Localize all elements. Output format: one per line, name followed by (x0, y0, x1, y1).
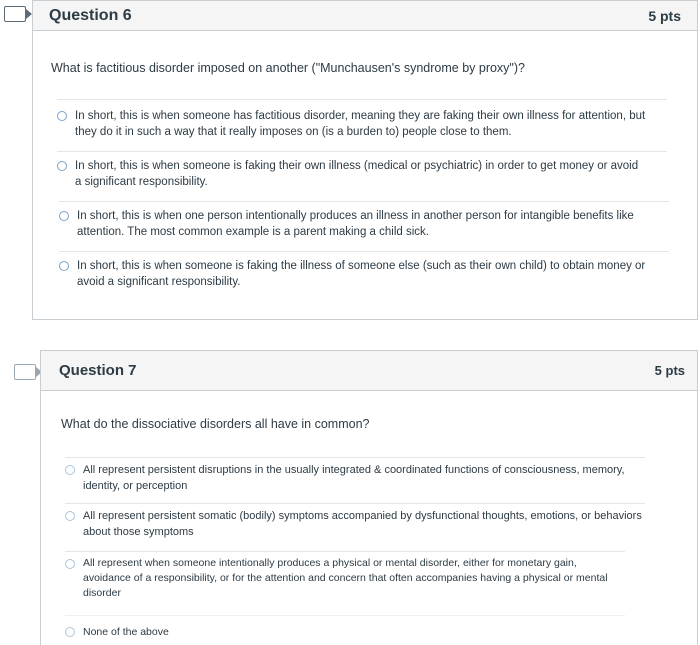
question-6-header (33, 1, 697, 31)
question-7-prompt: What do the dissociative disorders all have in common? (61, 417, 370, 431)
answer-label: All represent when someone intentionally produces a physical or mental disorder, either for monetary gain, avoidance of a responsibility, or for the attention and concern that often accompanies having a physical or mental disorder (83, 557, 608, 599)
answer-label: All represent persistent disruptions in the usually integrated & coordinated functions of consciousness, memory, identity, or perception (83, 464, 625, 492)
radio-button[interactable] (65, 465, 75, 475)
answer-label: In short, this is when someone has factitious disorder, meaning they are faking their own illness for attention, but they do it in such a way that it really imposes on (is a burden to) people close to them. (75, 110, 646, 138)
radio-button[interactable] (59, 261, 69, 271)
answer-label: None of the above (83, 626, 169, 638)
radio-button[interactable] (65, 559, 75, 569)
radio-button[interactable] (57, 111, 67, 121)
answer-option[interactable] (65, 615, 625, 640)
radio-button[interactable] (65, 511, 75, 521)
answer-label: All represent persistent somatic (bodily) symptoms accompanied by dysfunctional thoughts, emotions, or behaviors about those symptoms (83, 510, 642, 538)
question-6-prompt: What is factitious disorder imposed on another ("Munchausen's syndrome by proxy")? (51, 61, 525, 75)
question-6-card (32, 0, 698, 320)
answer-option[interactable] (59, 251, 669, 290)
answer-label: In short, this is when someone is faking their own illness (medical or psychiatric) in order to get money or avoid a significant responsibility. (75, 160, 639, 188)
flag-question-icon[interactable] (4, 6, 26, 22)
question-7-points: 5 pts (654, 363, 685, 378)
answer-label: In short, this is when someone is faking the illness of someone else (such as their own child) to obtain money or avoid a significant responsibility. (77, 260, 646, 288)
answer-label: In short, this is when one person intentionally produces an illness in another person for intangible benefits like attention. The most common example is a parent making a child sick. (77, 210, 634, 238)
question-6-title: Question 6 (49, 6, 132, 24)
question-6-points: 5 pts (648, 7, 681, 24)
answer-option[interactable] (57, 99, 667, 140)
radio-button[interactable] (59, 211, 69, 221)
answer-option[interactable] (65, 457, 645, 494)
radio-button[interactable] (65, 627, 75, 637)
flag-question-icon[interactable] (14, 364, 36, 380)
question-7-title: Question 7 (59, 362, 137, 379)
question-7-header (41, 351, 697, 391)
answer-option[interactable] (65, 503, 645, 540)
answer-option[interactable] (65, 551, 625, 601)
answer-option[interactable] (57, 151, 667, 190)
question-7-card (40, 350, 698, 645)
answer-option[interactable] (59, 201, 669, 240)
radio-button[interactable] (57, 161, 67, 171)
